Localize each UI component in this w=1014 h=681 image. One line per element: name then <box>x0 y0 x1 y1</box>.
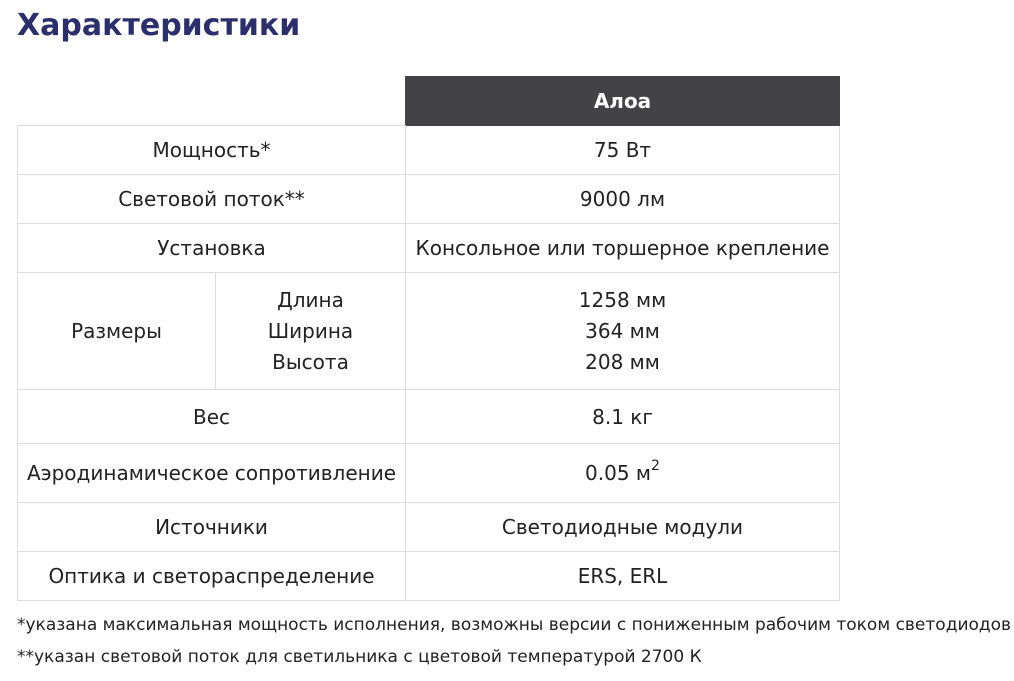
row-label: Источники <box>18 503 406 552</box>
height-value: 208 мм <box>585 349 660 374</box>
page-title: Характеристики <box>17 8 301 43</box>
row-value <box>406 444 840 503</box>
length-label: Длина <box>277 287 344 312</box>
height-label: Высота <box>272 349 349 374</box>
row-value: 75 Вт <box>406 126 840 175</box>
footnote-flux: **указан световой поток для светильника с цветовой температурой 2700 К <box>17 647 702 667</box>
drag-value-superscript: 2 <box>651 458 660 475</box>
row-label: Установка <box>18 224 406 273</box>
width-label: Ширина <box>267 318 354 343</box>
row-value: Светодиодные модули <box>406 503 840 552</box>
row-value: Консольное или торшерное крепление <box>406 224 840 273</box>
row-label: Световой поток** <box>18 175 406 224</box>
dimension-values <box>406 273 840 390</box>
table-row-dimensions <box>18 273 840 390</box>
row-label: Мощность* <box>18 126 406 175</box>
row-label: Оптика и светораспределение <box>18 552 406 601</box>
width-value: 364 мм <box>585 318 660 343</box>
drag-value: 0.05 м <box>585 461 652 485</box>
row-label: Аэродинамическое сопротивление <box>18 444 406 503</box>
table-row-sources <box>18 503 840 552</box>
length-value: 1258 мм <box>578 287 667 312</box>
table-row-flux <box>18 175 840 224</box>
column-header-aloa: Алоа <box>406 77 840 126</box>
dimension-sublabels <box>216 273 406 390</box>
row-value: ERS, ERL <box>406 552 840 601</box>
header-blank-cell <box>18 77 406 126</box>
row-value: 9000 лм <box>406 175 840 224</box>
table-row-optics <box>18 552 840 601</box>
table-row-power <box>18 126 840 175</box>
table-row-drag <box>18 444 840 503</box>
footnote-power: *указана максимальная мощность исполнения, возможны версии с пониженным рабочим током светодиодов <box>17 615 1012 635</box>
row-value: 8.1 кг <box>406 390 840 444</box>
specs-table <box>17 76 840 601</box>
table-header-row <box>18 77 840 126</box>
row-label: Размеры <box>18 273 216 390</box>
row-label: Вес <box>18 390 406 444</box>
table-row-weight <box>18 390 840 444</box>
table-row-mounting <box>18 224 840 273</box>
